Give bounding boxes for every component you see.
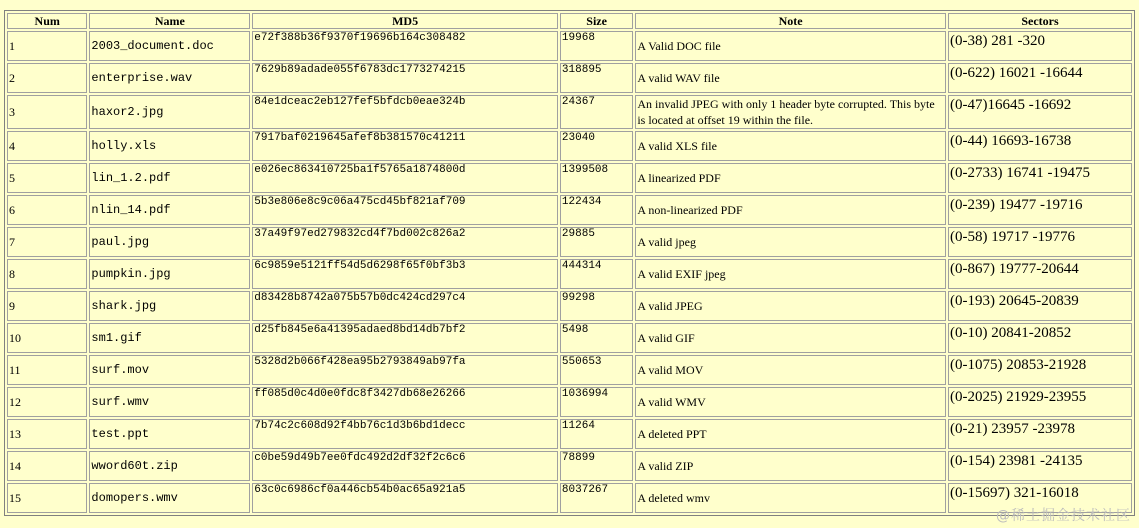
cell-name: enterprise.wav [89,63,250,93]
table-row [7,451,1132,481]
cell-sectors: (0-2025) 21929-23955 [948,387,1132,417]
cell-num: 12 [7,387,87,417]
cell-name: pumpkin.jpg [89,259,250,289]
header-row [7,13,1132,29]
cell-note: A valid jpeg [635,227,946,257]
cell-name: paul.jpg [89,227,250,257]
cell-name: 2003_document.doc [89,31,250,61]
cell-size: 122434 [560,195,633,225]
table-row [7,63,1132,93]
cell-name: sm1.gif [89,323,250,353]
cell-num: 3 [7,95,87,129]
cell-num: 13 [7,419,87,449]
cell-size: 444314 [560,259,633,289]
cell-name: nlin_14.pdf [89,195,250,225]
cell-md5: c0be59d49b7ee0fdc492d2df32f2c6c6 [252,451,558,481]
cell-name: test.ppt [89,419,250,449]
cell-sectors: (0-58) 19717 -19776 [948,227,1132,257]
cell-num: 1 [7,31,87,61]
header-size: Size [560,13,633,29]
cell-sectors: (0-154) 23981 -24135 [948,451,1132,481]
cell-num: 6 [7,195,87,225]
table-row [7,131,1132,161]
table-row [7,323,1132,353]
cell-size: 23040 [560,131,633,161]
cell-sectors: (0-21) 23957 -23978 [948,419,1132,449]
table-row [7,419,1132,449]
cell-size: 318895 [560,63,633,93]
cell-size: 19968 [560,31,633,61]
cell-sectors: (0-2733) 16741 -19475 [948,163,1132,193]
table-row [7,95,1132,129]
cell-size: 78899 [560,451,633,481]
cell-md5: d25fb845e6a41395adaed8bd14db7bf2 [252,323,558,353]
cell-md5: 6c9859e5121ff54d5d6298f65f0bf3b3 [252,259,558,289]
cell-note: A valid WMV [635,387,946,417]
cell-sectors: (0-867) 19777-20644 [948,259,1132,289]
cell-sectors: (0-193) 20645-20839 [948,291,1132,321]
cell-num: 8 [7,259,87,289]
cell-size: 99298 [560,291,633,321]
cell-md5: e72f388b36f9370f19696b164c308482 [252,31,558,61]
header-sectors: Sectors [948,13,1132,29]
cell-note: An invalid JPEG with only 1 header byte corrupted. This byte is located at offset 19 within the file. [635,95,946,129]
cell-md5: 84e1dceac2eb127fef5bfdcb0eae324b [252,95,558,129]
cell-md5: 37a49f97ed279832cd4f7bd002c826a2 [252,227,558,257]
cell-sectors: (0-10) 20841-20852 [948,323,1132,353]
table-row [7,195,1132,225]
cell-num: 14 [7,451,87,481]
cell-md5: e026ec863410725ba1f5765a1874800d [252,163,558,193]
cell-sectors: (0-38) 281 -320 [948,31,1132,61]
cell-note: A deleted wmv [635,483,946,513]
table-row [7,355,1132,385]
cell-md5: 7b74c2c608d92f4bb76c1d3b6bd1decc [252,419,558,449]
cell-note: A non-linearized PDF [635,195,946,225]
header-num: Num [7,13,87,29]
table-row [7,163,1132,193]
header-name: Name [89,13,250,29]
cell-md5: 7629b89adade055f6783dc1773274215 [252,63,558,93]
cell-sectors: (0-44) 16693-16738 [948,131,1132,161]
cell-name: lin_1.2.pdf [89,163,250,193]
cell-md5: d83428b8742a075b57b0dc424cd297c4 [252,291,558,321]
table-row [7,227,1132,257]
cell-num: 7 [7,227,87,257]
cell-note: A valid MOV [635,355,946,385]
cell-md5: 5328d2b066f428ea95b2793849ab97fa [252,355,558,385]
cell-md5: ff085d0c4d0e0fdc8f3427db68e26266 [252,387,558,417]
cell-md5: 7917baf0219645afef8b381570c41211 [252,131,558,161]
cell-sectors: (0-47)16645 -16692 [948,95,1132,129]
cell-num: 9 [7,291,87,321]
cell-num: 11 [7,355,87,385]
cell-name: surf.mov [89,355,250,385]
cell-note: A valid ZIP [635,451,946,481]
cell-num: 5 [7,163,87,193]
cell-size: 11264 [560,419,633,449]
file-table [4,10,1135,516]
table-row [7,387,1132,417]
cell-sectors: (0-15697) 321-16018 [948,483,1132,513]
cell-name: haxor2.jpg [89,95,250,129]
cell-note: A deleted PPT [635,419,946,449]
cell-num: 10 [7,323,87,353]
cell-note: A valid GIF [635,323,946,353]
cell-note: A valid WAV file [635,63,946,93]
cell-num: 15 [7,483,87,513]
cell-name: domopers.wmv [89,483,250,513]
cell-name: wword60t.zip [89,451,250,481]
cell-name: shark.jpg [89,291,250,321]
cell-size: 24367 [560,95,633,129]
cell-note: A valid XLS file [635,131,946,161]
cell-size: 29885 [560,227,633,257]
cell-sectors: (0-239) 19477 -19716 [948,195,1132,225]
cell-note: A Valid DOC file [635,31,946,61]
cell-sectors: (0-622) 16021 -16644 [948,63,1132,93]
cell-size: 1036994 [560,387,633,417]
cell-name: surf.wmv [89,387,250,417]
cell-md5: 5b3e806e8c9c06a475cd45bf821af709 [252,195,558,225]
cell-md5: 63c0c6986cf0a446cb54b0ac65a921a5 [252,483,558,513]
table-row [7,483,1132,513]
cell-size: 1399508 [560,163,633,193]
table-row [7,31,1132,61]
header-note: Note [635,13,946,29]
cell-size: 5498 [560,323,633,353]
cell-size: 550653 [560,355,633,385]
header-md5: MD5 [252,13,558,29]
table-row [7,259,1132,289]
table-row [7,291,1132,321]
cell-num: 2 [7,63,87,93]
cell-size: 8037267 [560,483,633,513]
cell-note: A linearized PDF [635,163,946,193]
cell-name: holly.xls [89,131,250,161]
cell-note: A valid JPEG [635,291,946,321]
cell-note: A valid EXIF jpeg [635,259,946,289]
cell-num: 4 [7,131,87,161]
cell-sectors: (0-1075) 20853-21928 [948,355,1132,385]
watermark: @稀土掘金技术社区 [996,508,1131,524]
